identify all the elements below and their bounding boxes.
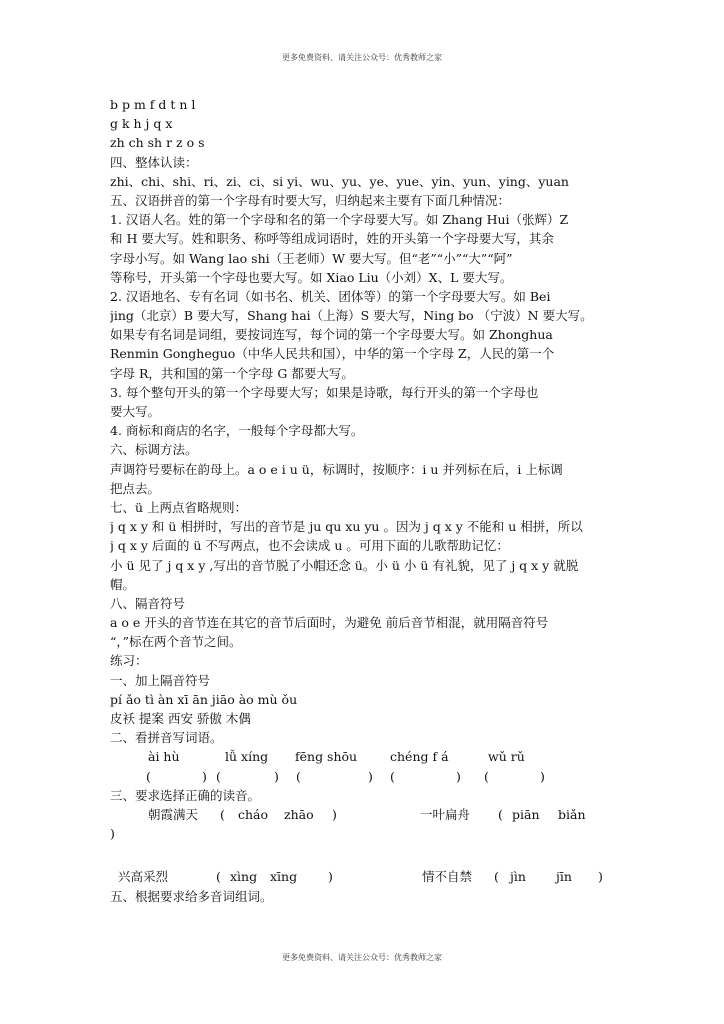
page-footer: 更多免费资料、请关注公众号：优秀教师之家 bbox=[282, 953, 442, 962]
text-line: 把点去。 bbox=[110, 480, 161, 496]
reading-question-row bbox=[110, 805, 620, 824]
text-line: 二、看拼音写词语。 bbox=[110, 730, 223, 746]
paren: ( bbox=[494, 869, 499, 885]
blank-left-paren: ( bbox=[390, 768, 395, 784]
wrapped-paren-row bbox=[110, 824, 620, 843]
blank-left-paren: ( bbox=[296, 768, 301, 784]
blank-right-paren: ) bbox=[368, 768, 373, 784]
paren: ( bbox=[498, 806, 503, 822]
text-line: 字母 R，共和国的第一个字母 G 都要大写。 bbox=[110, 365, 354, 381]
text-line: jing（北京）B 要大写，Shang hai（上海）S 要大写，Ning bo （宁波）N 要大写。 bbox=[110, 308, 593, 324]
pinyin-word: lǚ xíng bbox=[225, 749, 269, 765]
reading-option: jìn bbox=[510, 869, 526, 885]
pinyin-word: fēng shōu bbox=[295, 749, 358, 765]
question-word: 兴高采烈 bbox=[118, 869, 169, 885]
text-line: Renmin Gongheguo（中华人民共和国），中华的第一个字母 Z，人民的第一个 bbox=[110, 346, 555, 362]
text-line: pí ǎo tì àn xī ān jiāo ào mù ǒu bbox=[110, 691, 298, 707]
reading-option: cháo bbox=[238, 806, 269, 822]
answer-blanks-row bbox=[110, 767, 620, 786]
text-line: 八、隔音符号 bbox=[110, 595, 186, 611]
text-lines bbox=[110, 95, 620, 747]
pinyin-word: wǔ rǔ bbox=[488, 749, 525, 765]
text-line: 1. 汉语人名。姓的第一个字母和名的第一个字母要大写。如 Zhang Hui（张辉）Z bbox=[110, 212, 569, 228]
text-line: 3. 每个整句开头的第一个字母要大写；如果是诗歌，每行开头的第一个字母也 bbox=[110, 384, 539, 400]
text-line: 4. 商标和商店的名字，一般每个字母都大写。 bbox=[110, 423, 364, 439]
text-line: j q x y 和 ü 相拼时，写出的音节是 ju qu xu yu 。因为 j q x y 不能和 u 相拼，所以 bbox=[110, 519, 583, 535]
reading-option: xìng bbox=[230, 869, 258, 885]
text-line: 七、ü 上两点省略规则： bbox=[110, 499, 248, 515]
text-line: 练习： bbox=[110, 653, 148, 669]
section-heading: 五、根据要求给多音词组词。 bbox=[110, 888, 273, 904]
text-line: 皮袄 提案 西安 骄傲 木偶 bbox=[110, 711, 251, 726]
text-line: 四、整体认读： bbox=[110, 154, 198, 170]
text-line: zhi、chi、shi、ri、zi、ci、si yi、wu、yu、ye、yue、yin、yun、ying、yuan bbox=[110, 173, 569, 189]
paren: ) bbox=[110, 826, 115, 842]
text-line: 帽。 bbox=[110, 576, 136, 592]
text-line: 五、汉语拼音的第一个字母有时要大写，归纳起来主要有下面几种情况： bbox=[110, 192, 511, 208]
text-line: 六、标调方法。 bbox=[110, 442, 198, 458]
blank-left-paren: ( bbox=[216, 768, 221, 784]
text-line: 字母小写。如 Wang lao shi（王老师）W 要大写。但“老”“小”“大”“阿” bbox=[110, 250, 513, 266]
pinyin-word: chéng f á bbox=[390, 749, 449, 765]
document-body bbox=[110, 95, 620, 906]
text-line: b p m f d t n l bbox=[110, 97, 196, 112]
paren: ) bbox=[328, 869, 333, 885]
text-line: “，”标在两个音节之间。 bbox=[110, 634, 242, 650]
blank-right-paren: ) bbox=[274, 768, 279, 784]
paren: ) bbox=[598, 869, 603, 885]
text-line: 如果专有名词是词组，要按词连写，每个词的第一个字母要大写。如 Zhonghua bbox=[110, 327, 553, 343]
pinyin-word: ài hù bbox=[148, 749, 180, 765]
reading-option: xīng bbox=[270, 869, 298, 885]
blank-left-paren: ( bbox=[146, 768, 151, 784]
text-line: 要大写。 bbox=[110, 404, 161, 419]
blank-right-paren: ) bbox=[540, 768, 545, 784]
question-word: 情不自禁 bbox=[422, 869, 473, 885]
blank-right-paren: ) bbox=[202, 768, 207, 784]
question-word: 一叶扁舟 bbox=[420, 806, 471, 822]
paren: ( bbox=[216, 869, 221, 885]
reading-question-row bbox=[110, 867, 620, 886]
text-line: 小 ü 见了 j q x y ,写出的音节脱了小帽还念 ü。小 ü 小 ü 有礼貌，见了 j q x y 就脱 bbox=[110, 557, 579, 573]
text-line: g k h j q x bbox=[110, 116, 173, 132]
paren: ( bbox=[220, 806, 225, 822]
text-line: a o e 开头的音节连在其它的音节后面时，为避免 前后音节相混，就用隔音符号 bbox=[110, 615, 549, 631]
reading-option: piān bbox=[512, 806, 540, 822]
page-header: 更多免费资料、请关注公众号：优秀教师之家 bbox=[282, 53, 442, 62]
blank-right-paren: ) bbox=[456, 768, 461, 784]
text-line: j q x y 后面的 ü 不写两点，也不会读成 u 。可用下面的儿歌帮助记忆： bbox=[110, 538, 509, 554]
reading-option: jīn bbox=[556, 869, 572, 885]
text-line: 2. 汉语地名、专有名词（如书名、机关、团体等）的第一个字母要大写。如 Bei bbox=[110, 288, 551, 304]
reading-option: biǎn bbox=[558, 806, 586, 822]
text-line: 一、加上隔音符号 bbox=[110, 672, 211, 688]
question-word: 朝霞满天 bbox=[148, 806, 199, 822]
pinyin-row bbox=[110, 747, 620, 766]
blank-left-paren: ( bbox=[484, 768, 489, 784]
text-line: 和 H 要大写。姓和职务、称呼等组成词语时，姓的开头第一个字母要大写，其余 bbox=[110, 231, 554, 247]
text-line: zh ch sh r z o s bbox=[110, 135, 205, 151]
section-heading: 三、要求选择正确的读音。 bbox=[110, 787, 261, 803]
text-line: 声调符号要标在韵母上。a o e i u ü，标调时，按顺序：i u 并列标在后，i 上标调 bbox=[110, 461, 563, 477]
paren: ) bbox=[332, 806, 337, 822]
text-line: 等称号，开头第一个字母也要大写。如 Xiao Liu（小刘）X、L 要大写。 bbox=[110, 269, 513, 285]
reading-option: zhāo bbox=[284, 806, 314, 822]
